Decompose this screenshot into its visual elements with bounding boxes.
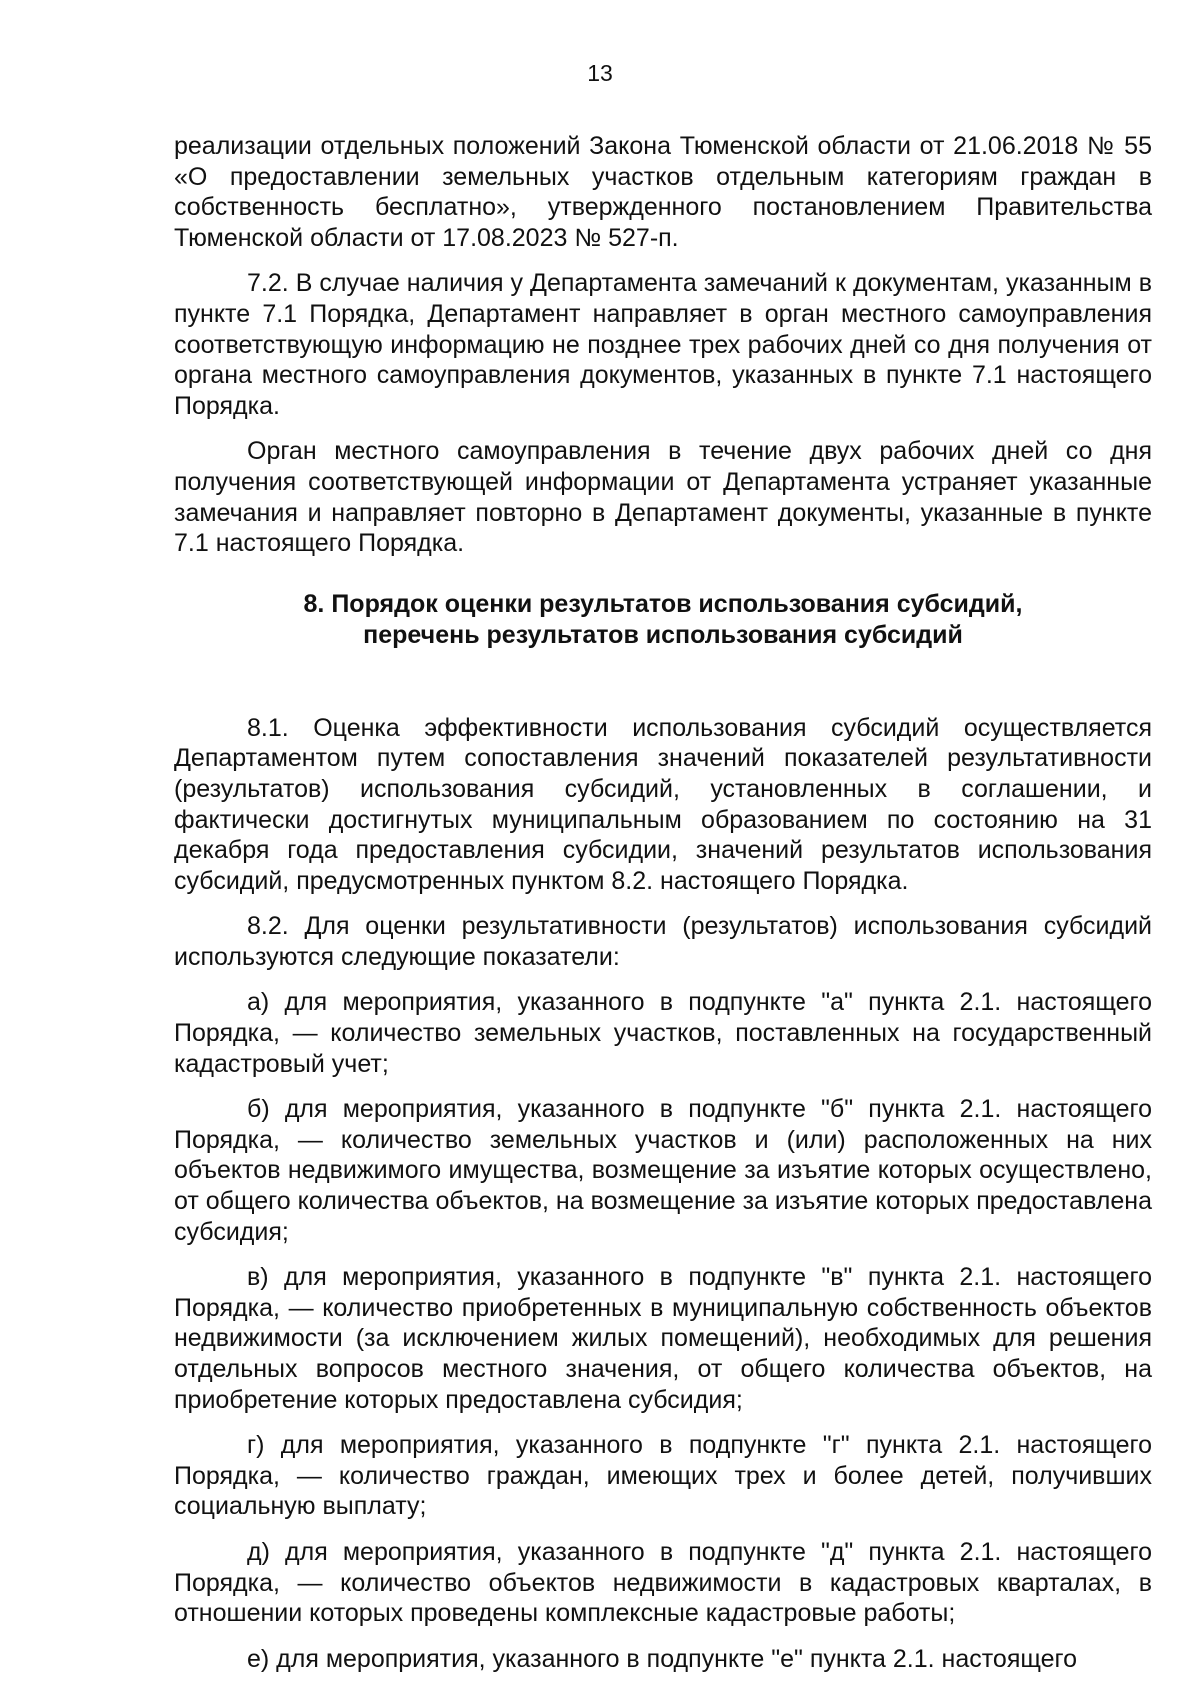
section-8-heading-line-1: 8. Порядок оценки результатов использования субсидий, bbox=[303, 589, 1023, 618]
list-item-b: б) для мероприятия, указанного в подпункте "б" пункта 2.1. настоящего Порядка, — количество земельных участков и (или) расположенных на них объектов недвижимого имущества, возмещение за изъятие которых осуществлено, от общего количества объектов, на возмещение за изъятие которых предоставлена субсидия; bbox=[174, 1095, 1152, 1246]
paragraph-continuation: реализации отдельных положений Закона Тюменской области от 21.06.2018 № 55 «О предоставлении земельных участков отдельным категориям граждан в собственность бесплатно», утвержденного постановлением Правительства Тюменской области от 17.08.2023 № 527-п. bbox=[174, 132, 1152, 252]
list-item-g: г) для мероприятия, указанного в подпункте "г" пункта 2.1. настоящего Порядка, — количество граждан, имеющих трех и более детей, получивших социальную выплату; bbox=[174, 1431, 1152, 1521]
paragraph-8-2: 8.2. Для оценки результативности (результатов) использования субсидий используются следующие показатели: bbox=[174, 912, 1152, 971]
paragraph-7-2: 7.2. В случае наличия у Департамента замечаний к документам, указанным в пункте 7.1 Порядка, Департамент направляет в орган местного самоуправления соответствующую информацию не позднее трех рабочих дней со дня получения от органа местного самоуправления документов, указанных в пункте 7.1 настоящего Порядка. bbox=[174, 269, 1152, 420]
paragraph-8-1: 8.1. Оценка эффективности использования субсидий осуществляется Департаментом путем сопоставления значений показателей результативности (результатов) использования субсидий, установленных в соглашении, и фактически достигнутых муниципальным образованием по состоянию на 31 декабря года предоставления субсидии, значений результатов использования субсидий, предусмотренных пунктом 8.2. настоящего Порядка. bbox=[174, 713, 1152, 895]
page-number: 13 bbox=[587, 60, 613, 86]
section-8-heading-line-2: перечень результатов использования субсидий bbox=[363, 620, 963, 649]
list-item-d: д) для мероприятия, указанного в подпункте "д" пункта 2.1. настоящего Порядка, — количество объектов недвижимости в кадастровых кварталах, в отношении которых проведены комплексные кадастровые работы; bbox=[174, 1537, 1152, 1628]
list-item-a: а) для мероприятия, указанного в подпункте "а" пункта 2.1. настоящего Порядка, — количество земельных участков, поставленных на государственный кадастровый учет; bbox=[174, 988, 1152, 1078]
list-item-e: е) для мероприятия, указанного в подпункте "е" пункта 2.1. настоящего bbox=[247, 1644, 1078, 1673]
section-8-heading bbox=[174, 589, 1152, 651]
list-item-v: в) для мероприятия, указанного в подпункте "в" пункта 2.1. настоящего Порядка, — количество приобретенных в муниципальную собственность объектов недвижимости (за исключением жилых помещений), необходимых для решения отдельных вопросов местного значения, от общего количества объектов, на приобретение которых предоставлена субсидия; bbox=[174, 1263, 1152, 1414]
paragraph-local-government: Орган местного самоуправления в течение двух рабочих дней со дня получения соответствующей информации от Департамента устраняет указанные замечания и направляет повторно в Департамент документы, указанные в пункте 7.1 настоящего Порядка. bbox=[174, 437, 1152, 558]
document-body bbox=[174, 131, 1152, 1689]
